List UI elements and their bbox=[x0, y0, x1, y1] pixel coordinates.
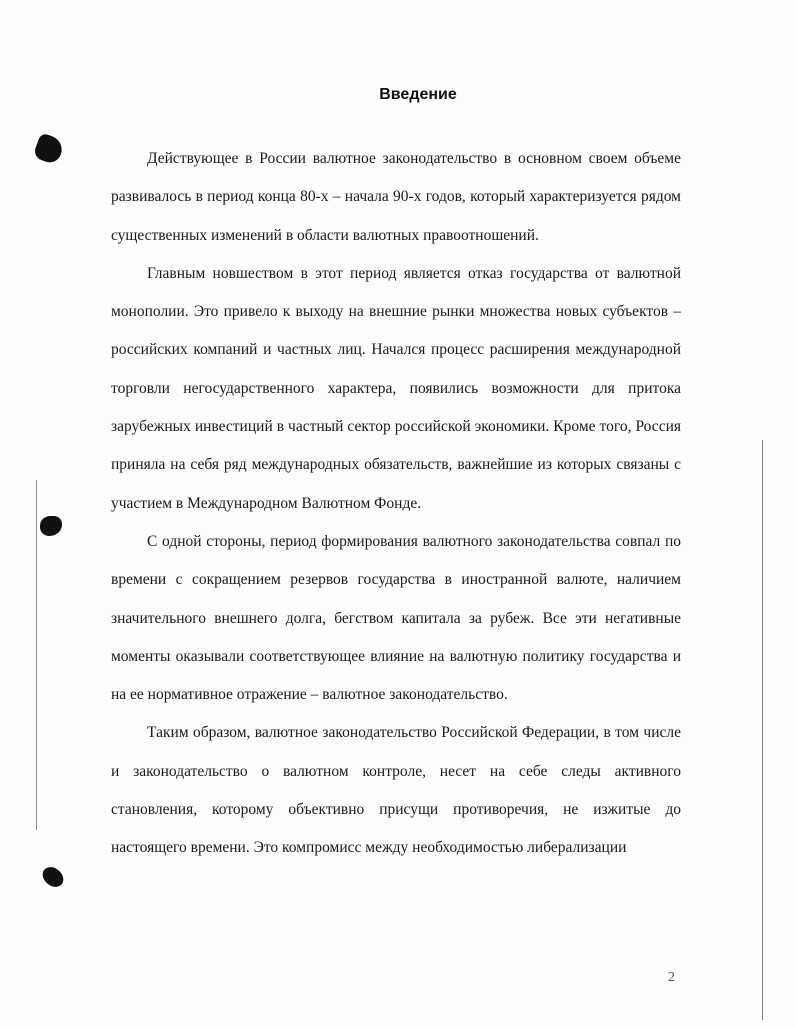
scan-blot bbox=[40, 516, 62, 536]
scan-blot bbox=[40, 863, 67, 891]
document-title: Введение bbox=[379, 86, 457, 103]
paragraph: Главным новшеством в этот период является отказ государства от валютной монополии. Это привело к выходу на внешние рынки множества новых субъектов – российских компаний и частных лиц. Начался процесс расширения международной торговли негосударственного характера, появились возможности для притока зарубежных инвестиций в частный сектор российской экономики. Кроме того, Россия приняла на себя ряд международных обязательств, важнейшие из которых связаны с участием в Международном Валютном Фонде. bbox=[111, 264, 681, 512]
paragraph: С одной стороны, период формирования валютного законодательства совпал по времени с сокращением резервов государства в иностранной валюте, наличием значительного внешнего долга, бегством капитала за рубеж. Все эти негативные моменты оказывали соответствующее влияние на валютную политику государства и на ее нормативное отражение – валютное законодательство. bbox=[111, 532, 681, 704]
document-body bbox=[111, 140, 681, 868]
page-number: 2 bbox=[668, 970, 675, 985]
scan-margin-line bbox=[36, 480, 37, 830]
paragraph: Таким образом, валютное законодательство Российской Федерации, в том числе и законодательство о валютном контроле, несет на себе следы активного становления, которому объективно присущи противоречия, не изжитые до настоящего времени. Это компромисс между необходимостью либерализации bbox=[111, 724, 681, 857]
scan-margin-line bbox=[762, 440, 763, 1020]
paragraph: Действующее в России валютное законодательство в основном своем объеме развивалось в период конца 80-х – начала 90-х годов, который характеризуется рядом существенных изменений в области валютных правоотношений. bbox=[111, 150, 681, 244]
scan-blot bbox=[32, 132, 65, 165]
